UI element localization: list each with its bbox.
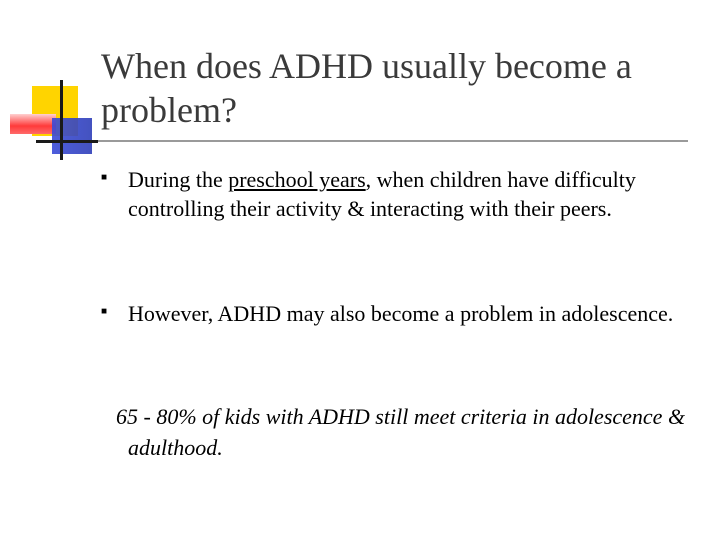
statistic-note: 65 - 80% of kids with ADHD still meet criteria in adolescence & adulthood. — [116, 404, 686, 460]
decor-vertical-line — [60, 80, 63, 160]
bullet-marker-icon: ■ — [101, 306, 108, 317]
bullet-1-underlined-phrase: preschool years — [228, 167, 366, 192]
bullet-1-text-start: During the — [128, 167, 229, 192]
slide-title: When does ADHD usually become a problem? — [101, 46, 632, 130]
decor-blue-square — [52, 118, 92, 154]
title-underline-rule — [98, 140, 688, 142]
bullet-1-text-end: , when children have difficulty controlling their activity & interacting with their peers. — [128, 167, 636, 221]
bullet-item-1 — [128, 165, 698, 223]
decor-red-bar — [10, 114, 56, 134]
bullet-marker-icon: ■ — [101, 172, 108, 183]
bullet-item-2: However, ADHD may also become a problem in adolescence. — [128, 301, 674, 326]
decor-horizontal-line-dark — [36, 140, 98, 143]
